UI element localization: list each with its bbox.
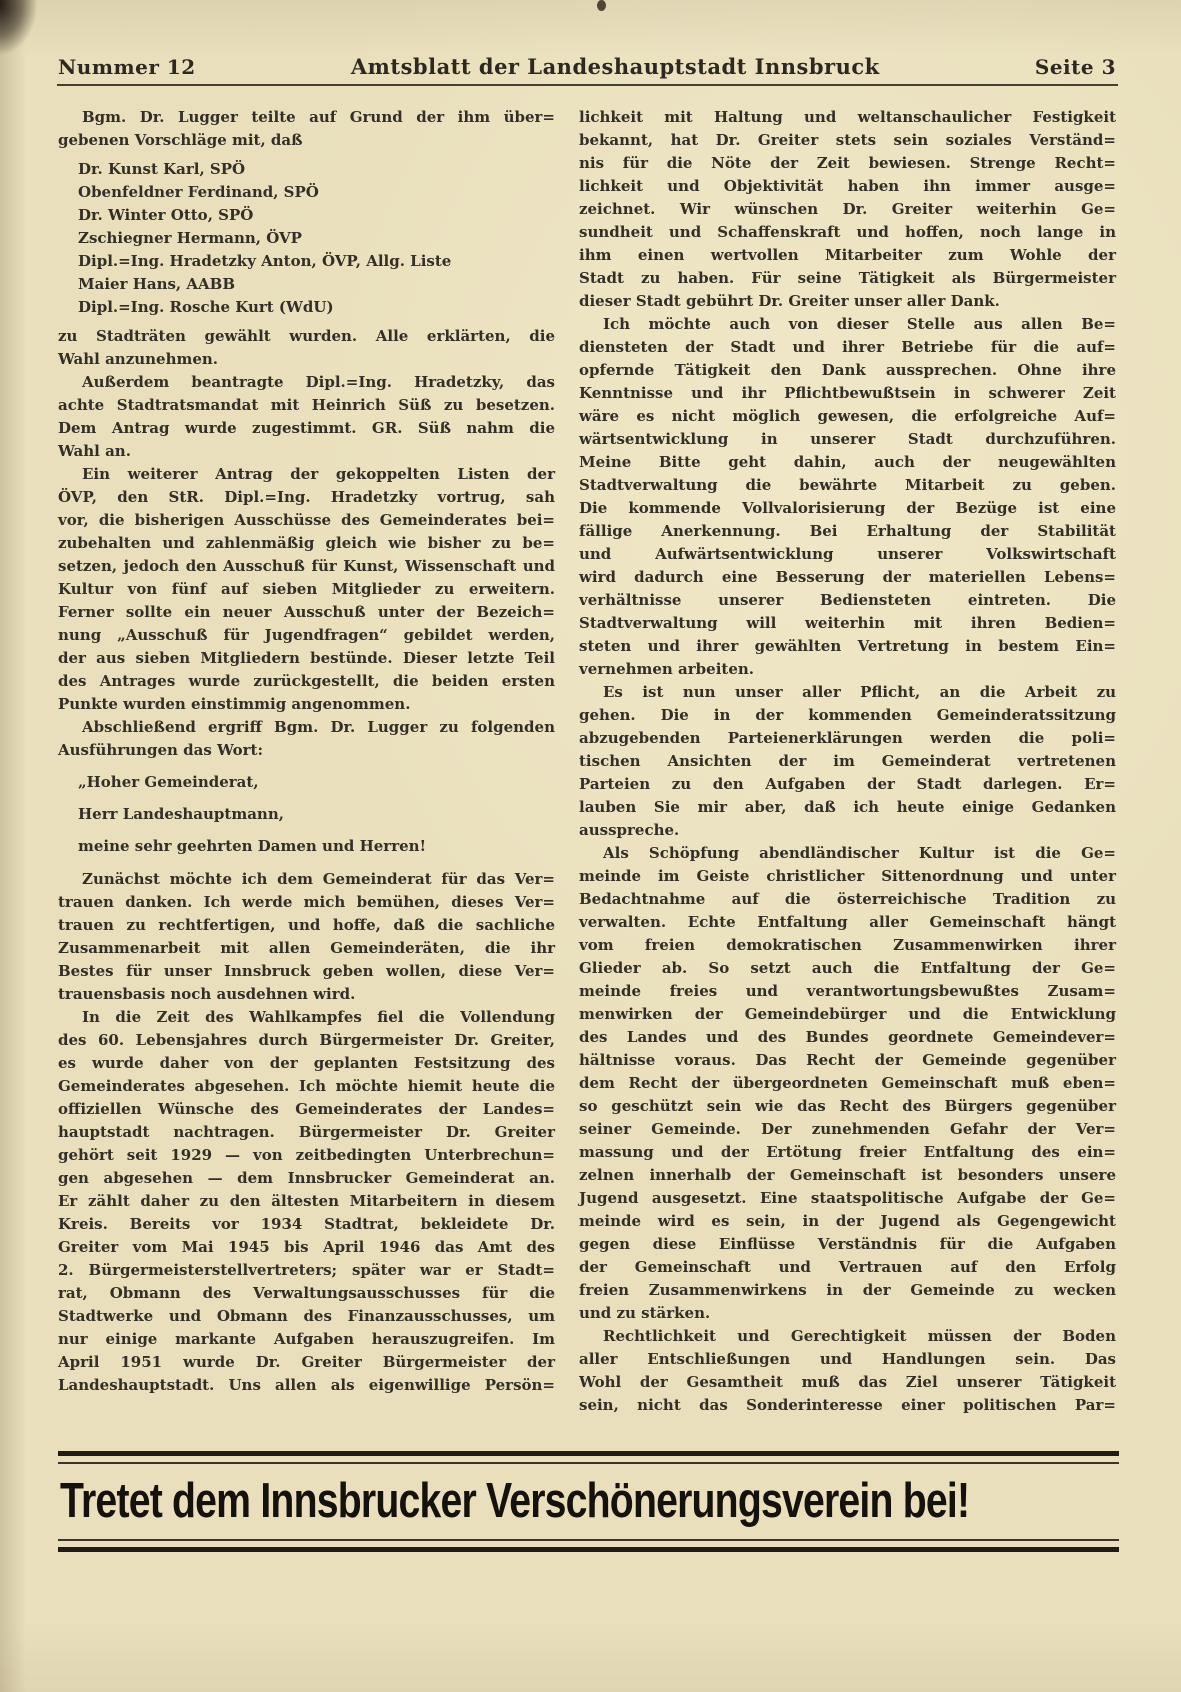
text-line: wärtsentwicklung in unserer Stadt durchzuführen. [579, 430, 1116, 448]
text-line: meinde freies und verantwortungsbewußtes Zusam= [579, 982, 1116, 1000]
banner-rule-top-thick [58, 1451, 1119, 1456]
text-line: gehen. Die in der kommenden Gemeinderatssitzung [579, 706, 1116, 724]
text-line: meinde wird es sein, in der Jugend als Gegengewicht [579, 1212, 1116, 1230]
text-line: Wahl an. [58, 442, 131, 460]
text-line: diensteten der Stadt und ihrer Betriebe für die auf= [579, 338, 1116, 356]
text-line: gebenen Vorschläge mit, daß [58, 131, 303, 149]
text-line: nis für die Nöte der Zeit bewiesen. Strenge Recht= [579, 154, 1116, 172]
text-line: opfernde Tätigkeit den Dank aussprechen. Ohne ihre [579, 361, 1116, 379]
text-line: Dem Antrag wurde zugestimmt. GR. Süß nahm die [58, 419, 555, 437]
text-line: Wohl der Gesamtheit muß das Ziel unserer Tätigkeit [579, 1373, 1116, 1391]
text-line: so geschützt sein wie das Recht des Bürgers gegenüber [579, 1097, 1116, 1115]
text-line: zu Stadträten gewählt wurden. Alle erklärten, die [58, 327, 555, 345]
paragraph [579, 106, 1116, 313]
text-line: lichkeit mit Haltung und weltanschaulicher Festigkeit [579, 108, 1116, 126]
text-line: Jugend ausgesetzt. Eine staatspolitische Aufgabe der Ge= [579, 1189, 1116, 1207]
text-line: Ferner sollte ein neuer Ausschuß unter der Bezeich= [58, 603, 555, 621]
text-line: hauptstadt nachtragen. Bürgermeister Dr. Greiter [58, 1123, 555, 1141]
text-line: zeichnet. Wir wünschen Dr. Greiter weiterhin Ge= [579, 200, 1116, 218]
text-line: steten und ihrer gewählten Vertretung in bestem Ein= [579, 637, 1116, 655]
text-line: menwirken der Gemeindebürger und die Entwicklung [579, 1005, 1116, 1023]
text-line: seiner Gemeinde. Der zunehmenden Gefahr der Ver= [579, 1120, 1116, 1138]
scan-artifact-speck [597, 0, 606, 11]
text-line: Bedachtnahme auf die österreichische Tradition zu [579, 890, 1116, 908]
text-line: dem Recht der übergeordneten Gemeinschaft muß eben= [579, 1074, 1116, 1092]
text-line: vom freien demokratischen Zusammenwirken ihrer [579, 936, 1116, 954]
text-line: vor, die bisherigen Ausschüsse des Gemeinderates bei= [58, 511, 555, 529]
text-line: zubehalten und zahlenmäßig gleich wie bisher zu be= [58, 534, 555, 552]
paragraph [58, 716, 555, 762]
text-line: gehört seit 1929 — von zeitbedingten Unterbrechun= [58, 1146, 555, 1164]
text-line: Außerdem beantragte Dipl.=Ing. Hradetzky, das [82, 373, 555, 391]
list-item: Obenfeldner Ferdinand, SPÖ [78, 183, 319, 201]
text-column-left [58, 106, 555, 1417]
text-line: Die kommende Vollvalorisierung der Bezüge ist eine [579, 499, 1116, 517]
list-item: Dipl.=Ing. Hradetzky Anton, ÖVP, Allg. Liste [78, 252, 452, 270]
text-line: offiziellen Wünsche des Gemeinderates der Landes= [58, 1100, 555, 1118]
paragraph [579, 681, 1116, 842]
paragraph [58, 868, 555, 1006]
text-line: 2. Bürgermeisterstellvertreters; später war er Stadt= [58, 1261, 555, 1279]
text-line: wird dadurch eine Besserung der materiellen Lebens= [579, 568, 1116, 586]
text-line: Rechtlichkeit und Gerechtigkeit müssen der Boden [603, 1327, 1116, 1345]
banner-text: Tretet dem Innsbrucker Verschönerungsverein bei! [60, 1474, 970, 1528]
text-line: Punkte wurden einstimmig angenommen. [58, 695, 411, 713]
text-line: „Hoher Gemeinderat, [78, 773, 259, 791]
text-line: gegen diese Einflüsse Verständnis für die Aufgaben [579, 1235, 1116, 1253]
text-line: April 1951 wurde Dr. Greiter Bürgermeister der [58, 1353, 555, 1371]
text-line: Stadt zu haben. Für seine Tätigkeit als Bürgermeister [579, 269, 1116, 287]
paragraph [579, 1325, 1116, 1417]
text-line: Ausführungen das Wort: [58, 741, 263, 759]
banner-rule-top-thin [58, 1462, 1119, 1464]
text-line: Meine Bitte geht dahin, auch der neugewählten [579, 453, 1116, 471]
text-line: abzugebenden Parteienerklärungen werden die poli= [579, 729, 1116, 747]
text-line: freien Zusammenwirkens in der Gemeinde zu wecken [579, 1281, 1116, 1299]
text-line: ausspreche. [579, 821, 680, 839]
paragraph [58, 371, 555, 463]
text-line: Ich möchte auch von dieser Stelle aus allen Be= [603, 315, 1116, 333]
text-line: aller Entschließungen und Handlungen sein. Das [579, 1350, 1116, 1368]
text-line: gen abgesehen — dem Innsbrucker Gemeinderat an. [58, 1169, 555, 1187]
text-line: massung und der Ertötung freier Entfaltung des ein= [579, 1143, 1116, 1161]
text-line: Kreis. Bereits vor 1934 Stadtrat, bekleidete Dr. [58, 1215, 555, 1233]
text-line: des Landes und des Bundes geordnete Gemeindever= [579, 1028, 1116, 1046]
text-line: lauben Sie mir aber, daß ich heute einige Gedanken [579, 798, 1116, 816]
council-member-list [58, 158, 555, 319]
text-line: achte Stadtratsmandat mit Heinrich Süß zu besetzen. [58, 396, 555, 414]
text-line: Zunächst möchte ich dem Gemeinderat für das Ver= [82, 870, 555, 888]
text-line: Parteien zu den Aufgaben der Stadt darlegen. Er= [579, 775, 1116, 793]
text-line: lichkeit und Objektivität haben ihn immer ausge= [579, 177, 1116, 195]
paragraph [579, 313, 1116, 681]
text-line: tischen Ansichten der im Gemeinderat vertretenen [579, 752, 1116, 770]
banner-rule-bottom-thin [58, 1539, 1119, 1541]
text-line: bekannt, hat Dr. Greiter stets sein soziales Verständ= [579, 131, 1116, 149]
text-line: es wurde daher von der geplanten Festsitzung des [58, 1054, 555, 1072]
text-line: Bestes für unser Innsbruck geben wollen, diese Ver= [58, 962, 555, 980]
text-line: Stadtverwaltung die bewährte Mitarbeit zu geben. [579, 476, 1116, 494]
text-line: Bgm. Dr. Lugger teilte auf Grund der ihm über= [82, 108, 555, 126]
paragraph [58, 1006, 555, 1397]
text-line: der Gemeinschaft und Vertrauen auf den Erfolg [579, 1258, 1116, 1276]
text-line: fällige Anerkennung. Bei Erhaltung der Stabilität [579, 522, 1116, 540]
text-line: sein, nicht das Sonderinteresse einer politischen Par= [579, 1396, 1116, 1414]
text-line: Es ist nun unser aller Pflicht, an die Arbeit zu [603, 683, 1116, 701]
text-line: rat, Obmann des Verwaltungsausschusses für die [58, 1284, 555, 1302]
text-line: Kenntnisse und ihr Pflichtbewußtsein in schwerer Zeit [579, 384, 1116, 402]
text-line: und Aufwärtsentwicklung unserer Volkswirtschaft [579, 545, 1116, 563]
masthead-title: Amtsblatt der Landeshauptstadt Innsbruck [350, 54, 880, 79]
text-line: Wahl anzunehmen. [58, 350, 219, 368]
issue-number: Nummer 12 [58, 55, 196, 79]
list-item: Maier Hans, AABB [78, 275, 236, 293]
paragraph [58, 325, 555, 371]
text-line: sundheit und Schaffenskraft und hoffen, noch lange in [579, 223, 1116, 241]
text-line: ihm einen wertvollen Mitarbeiter zum Wohle der [579, 246, 1116, 264]
salutation [58, 771, 555, 858]
masthead-rule [57, 84, 1118, 86]
text-line: verhältnisse unserer Bediensteten eintreten. Die [579, 591, 1116, 609]
article-body [58, 106, 1116, 1417]
text-line: trauen danken. Ich werde mich bemühen, dieses Ver= [58, 893, 555, 911]
text-line: Abschließend ergriff Bgm. Dr. Lugger zu folgenden [82, 718, 555, 736]
text-line: meine sehr geehrten Damen und Herren! [78, 837, 427, 855]
list-item: Dr. Kunst Karl, SPÖ [78, 160, 246, 178]
masthead [58, 54, 1116, 79]
paragraph [58, 106, 555, 152]
text-line: der aus sieben Mitgliedern bestünde. Dieser letzte Teil [58, 649, 555, 667]
text-line: Gemeinderates abgesehen. Ich möchte hiemit heute die [58, 1077, 555, 1095]
text-line: trauen zu rechtfertigen, und hoffe, daß die sachliche [58, 916, 555, 934]
text-line: nur einige markante Aufgaben herauszugreifen. Im [58, 1330, 555, 1348]
text-line: vernehmen arbeiten. [579, 660, 755, 678]
list-item: Dr. Winter Otto, SPÖ [78, 206, 254, 224]
text-line: trauensbasis noch ausdehnen wird. [58, 985, 356, 1003]
paragraph [58, 463, 555, 716]
text-line: dieser Stadt gebührt Dr. Greiter unser aller Dank. [579, 292, 1000, 310]
text-line: meinde im Geiste christlicher Sittenordnung und unter [579, 867, 1116, 885]
text-line: Als Schöpfung abendländischer Kultur ist die Ge= [603, 844, 1116, 862]
text-line: des Antrages wurde zurückgestellt, die beiden ersten [58, 672, 555, 690]
text-line: Zusammenarbeit mit allen Gemeinderäten, die ihr [58, 939, 555, 957]
text-line: Kultur von fünf auf sieben Mitglieder zu erweitern. [58, 580, 555, 598]
paragraph [579, 842, 1116, 1325]
text-line: wäre es nicht möglich gewesen, die erfolgreiche Auf= [579, 407, 1116, 425]
text-line: und zu stärken. [579, 1304, 711, 1322]
text-line: Herr Landeshauptmann, [78, 805, 284, 823]
text-line: setzen, jedoch den Ausschuß für Kunst, Wissenschaft und [58, 557, 555, 575]
scan-artifact-corner [0, 0, 38, 56]
text-line: Ein weiterer Antrag der gekoppelten Listen der [82, 465, 555, 483]
text-line: des 60. Lebensjahres durch Bürgermeister Dr. Greiter, [58, 1031, 555, 1049]
list-item: Dipl.=Ing. Rosche Kurt (WdU) [78, 298, 334, 316]
advertisement-banner [58, 1451, 1119, 1552]
text-line: nung „Ausschuß für Jugendfragen“ gebildet werden, [58, 626, 555, 644]
text-line: In die Zeit des Wahlkampfes fiel die Vollendung [82, 1008, 555, 1026]
banner-rule-bottom-thick [58, 1547, 1119, 1552]
text-column-right [579, 106, 1116, 1417]
list-item: Zschiegner Hermann, ÖVP [78, 229, 302, 247]
text-line: Stadtverwaltung will weiterhin mit ihren Bedien= [579, 614, 1116, 632]
text-line: Er zählt daher zu den ältesten Mitarbeitern in diesem [58, 1192, 555, 1210]
text-line: Stadtwerke und Obmann des Finanzausschusses, um [58, 1307, 555, 1325]
text-line: zelnen innerhalb der Gemeinschaft ist besonders unsere [579, 1166, 1116, 1184]
text-line: Landeshauptstadt. Uns allen als eigenwillige Persön= [58, 1376, 555, 1394]
text-line: ÖVP, den StR. Dipl.=Ing. Hradetzky vortrug, sah [58, 488, 555, 506]
text-line: Greiter vom Mai 1945 bis April 1946 das Amt des [58, 1238, 555, 1256]
text-line: Glieder ab. So setzt auch die Entfaltung der Ge= [579, 959, 1116, 977]
page-number: Seite 3 [1034, 55, 1116, 79]
text-line: verwalten. Echte Entfaltung aller Gemeinschaft hängt [579, 913, 1116, 931]
text-line: hältnisse voraus. Das Recht der Gemeinde gegenüber [579, 1051, 1116, 1069]
